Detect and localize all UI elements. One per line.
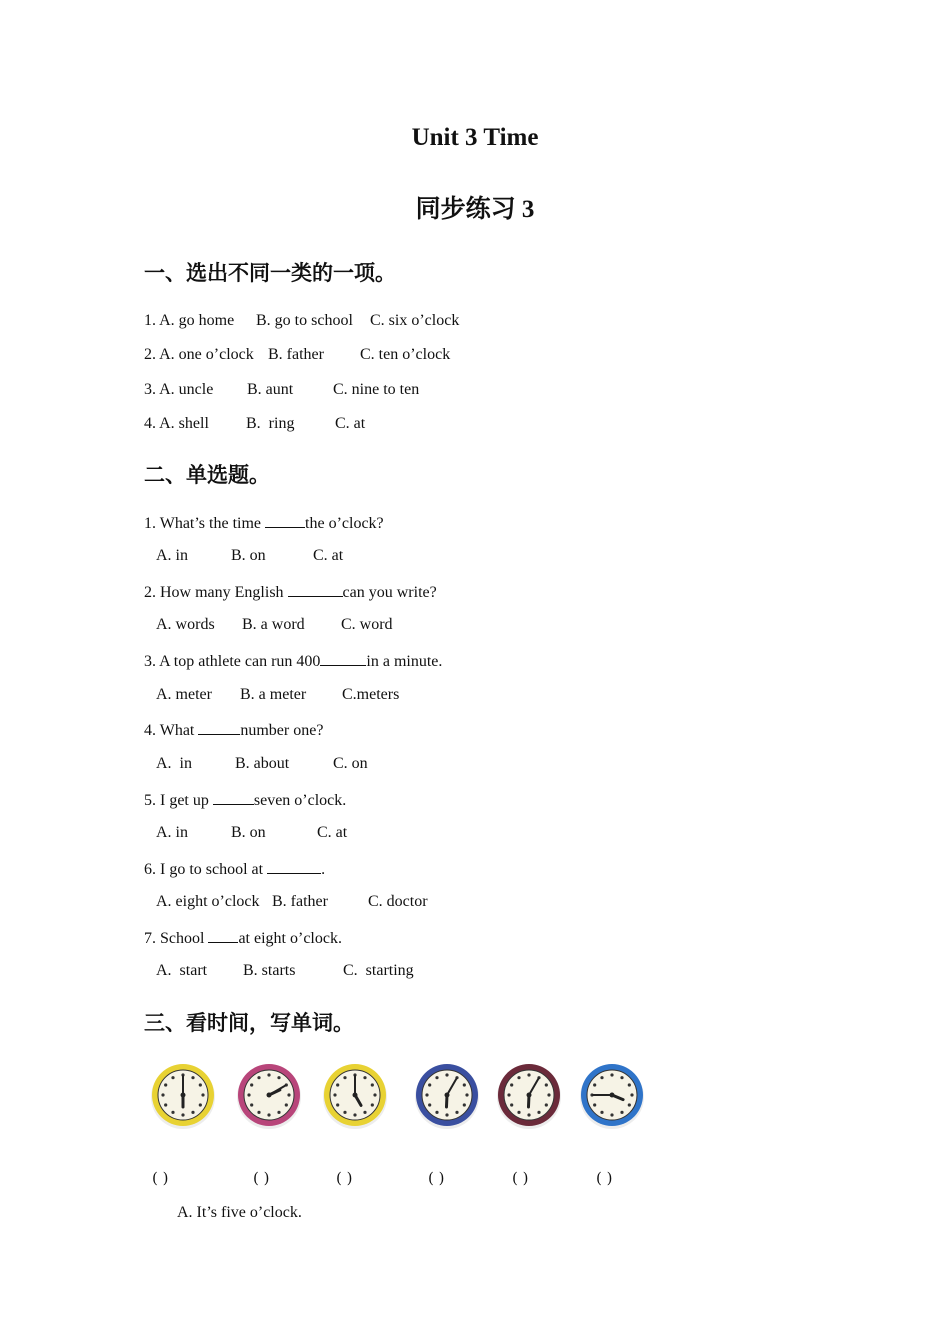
option-c: C. nine to ten	[333, 381, 420, 398]
clock-tick	[517, 1076, 520, 1079]
clock-tick	[593, 1083, 596, 1086]
clock-tick	[610, 1073, 613, 1076]
clock-tick	[425, 1093, 428, 1096]
question: 5. I get up seven o’clock.	[144, 792, 347, 809]
question: 1. What’s the time the o’clock?	[144, 515, 384, 532]
question: 3. A top athlete can run 400 in a minute.	[144, 653, 443, 670]
list-item: 4. A. shell	[144, 415, 209, 432]
clock-tick	[527, 1113, 530, 1116]
option-a: A. in	[156, 755, 192, 772]
clock-tick	[336, 1103, 339, 1106]
clock-tick	[628, 1103, 631, 1106]
clock-tick	[465, 1093, 468, 1096]
option-b: B. on	[231, 824, 266, 841]
clock-tick	[371, 1103, 374, 1106]
clock-tick	[510, 1083, 513, 1086]
page-title: Unit 3 Time	[411, 124, 539, 151]
clock-tick	[333, 1093, 336, 1096]
option-b: B. aunt	[247, 381, 294, 398]
clock-tick	[455, 1111, 458, 1114]
answer-parentheses: ( )	[428, 1169, 445, 1187]
clock-tick	[510, 1103, 513, 1106]
clock-tick	[161, 1093, 164, 1096]
option-a: A. words	[156, 616, 215, 633]
clock-tick	[363, 1076, 366, 1079]
option-c: C. at	[313, 547, 344, 564]
clock-tick	[201, 1093, 204, 1096]
list-item: 1. A. go home	[144, 312, 235, 329]
clock-tick	[267, 1073, 270, 1076]
option-b: B. about	[235, 755, 290, 772]
clock-tick	[277, 1076, 280, 1079]
option-b: B. starts	[243, 962, 296, 979]
clock-tick	[287, 1093, 290, 1096]
clock-tick	[545, 1083, 548, 1086]
option-a: A. meter	[156, 686, 212, 703]
clock-tick	[600, 1111, 603, 1114]
clock-tick	[445, 1073, 448, 1076]
clock-tick	[547, 1093, 550, 1096]
clock-tick	[630, 1093, 633, 1096]
section-heading-3: 三、看时间，写单词。	[144, 1011, 354, 1035]
section-heading-2: 二、单选题。	[144, 463, 270, 487]
clock-tick	[435, 1111, 438, 1114]
page-subtitle: 同步练习 3	[415, 196, 535, 223]
section-heading-1: 一、选出不同一类的一项。	[144, 261, 396, 285]
clock-tick	[257, 1111, 260, 1114]
list-item: 3. A. uncle	[144, 381, 214, 398]
clock-tick	[363, 1111, 366, 1114]
clock-center	[610, 1093, 615, 1098]
clock-tick	[285, 1103, 288, 1106]
clock-icon	[412, 1060, 482, 1132]
clock-tick	[267, 1113, 270, 1116]
clock-icon	[148, 1060, 218, 1132]
clock-tick	[171, 1076, 174, 1079]
clock-tick	[428, 1103, 431, 1106]
clock-tick	[628, 1083, 631, 1086]
clock-tick	[257, 1076, 260, 1079]
clock-tick	[527, 1073, 530, 1076]
question: 2. How many English can you write?	[144, 584, 437, 601]
option-b: B. a meter	[240, 686, 307, 703]
option-b: B. father	[272, 893, 328, 910]
clock-tick	[164, 1103, 167, 1106]
option-c: C. doctor	[368, 893, 428, 910]
clock-icon	[320, 1060, 390, 1132]
clock-tick	[164, 1083, 167, 1086]
clock-tick	[545, 1103, 548, 1106]
clock-tick	[171, 1111, 174, 1114]
clock-tick	[371, 1083, 374, 1086]
clock-tick	[250, 1083, 253, 1086]
clock-tick	[353, 1113, 356, 1116]
answer-option-a: A. It’s five o’clock.	[177, 1204, 302, 1221]
clock-tick	[191, 1111, 194, 1114]
option-b: B. father	[268, 346, 324, 363]
answer-parentheses: ( )	[512, 1169, 529, 1187]
option-b: B. on	[231, 547, 266, 564]
option-c: C. starting	[343, 962, 414, 979]
clock-tick	[181, 1113, 184, 1116]
clock-tick	[620, 1076, 623, 1079]
clock-tick	[191, 1076, 194, 1079]
clock-tick	[373, 1093, 376, 1096]
clock-tick	[517, 1111, 520, 1114]
clock-tick	[620, 1111, 623, 1114]
option-c: C. ten o’clock	[360, 346, 451, 363]
answer-parentheses: ( )	[253, 1169, 270, 1187]
option-c: C. on	[333, 755, 368, 772]
option-b: B. go to school	[256, 312, 353, 329]
question: 4. What number one?	[144, 722, 324, 739]
clock-center	[527, 1093, 532, 1098]
clock-tick	[343, 1076, 346, 1079]
option-b: B. a word	[242, 616, 305, 633]
clock-tick	[600, 1076, 603, 1079]
clock-tick	[593, 1103, 596, 1106]
clock-center	[353, 1093, 358, 1098]
clock-tick	[250, 1103, 253, 1106]
option-c: C. at	[317, 824, 348, 841]
clock-tick	[336, 1083, 339, 1086]
answer-parentheses: ( )	[596, 1169, 613, 1187]
clock-tick	[199, 1103, 202, 1106]
clock-tick	[610, 1113, 613, 1116]
list-item: 2. A. one o’clock	[144, 346, 254, 363]
option-a: A. start	[156, 962, 208, 979]
clock-center	[445, 1093, 450, 1098]
option-a: A. in	[156, 824, 188, 841]
clock-tick	[507, 1093, 510, 1096]
question: 7. School at eight o’clock.	[144, 930, 342, 947]
option-c: C. word	[341, 616, 393, 633]
option-c: C. at	[335, 415, 366, 432]
option-c: C. six o’clock	[370, 312, 460, 329]
clock-tick	[537, 1111, 540, 1114]
clock-tick	[445, 1113, 448, 1116]
clock-tick	[343, 1111, 346, 1114]
clock-center	[267, 1093, 272, 1098]
option-b: B. ring	[246, 415, 295, 432]
clock-icon	[577, 1060, 647, 1132]
clock-tick	[247, 1093, 250, 1096]
question: 6. I go to school at .	[144, 861, 326, 878]
answer-parentheses: ( )	[152, 1169, 169, 1187]
answer-parentheses: ( )	[336, 1169, 353, 1187]
clock-tick	[199, 1083, 202, 1086]
clock-tick	[435, 1076, 438, 1079]
clock-tick	[277, 1111, 280, 1114]
clock-tick	[463, 1103, 466, 1106]
clock-icon	[494, 1060, 564, 1132]
clock-tick	[428, 1083, 431, 1086]
option-c: C.meters	[342, 686, 400, 703]
option-a: A. in	[156, 547, 188, 564]
clock-center	[181, 1093, 186, 1098]
clock-tick	[463, 1083, 466, 1086]
clock-icon	[234, 1060, 304, 1132]
option-a: A. eight o’clock	[156, 893, 260, 910]
